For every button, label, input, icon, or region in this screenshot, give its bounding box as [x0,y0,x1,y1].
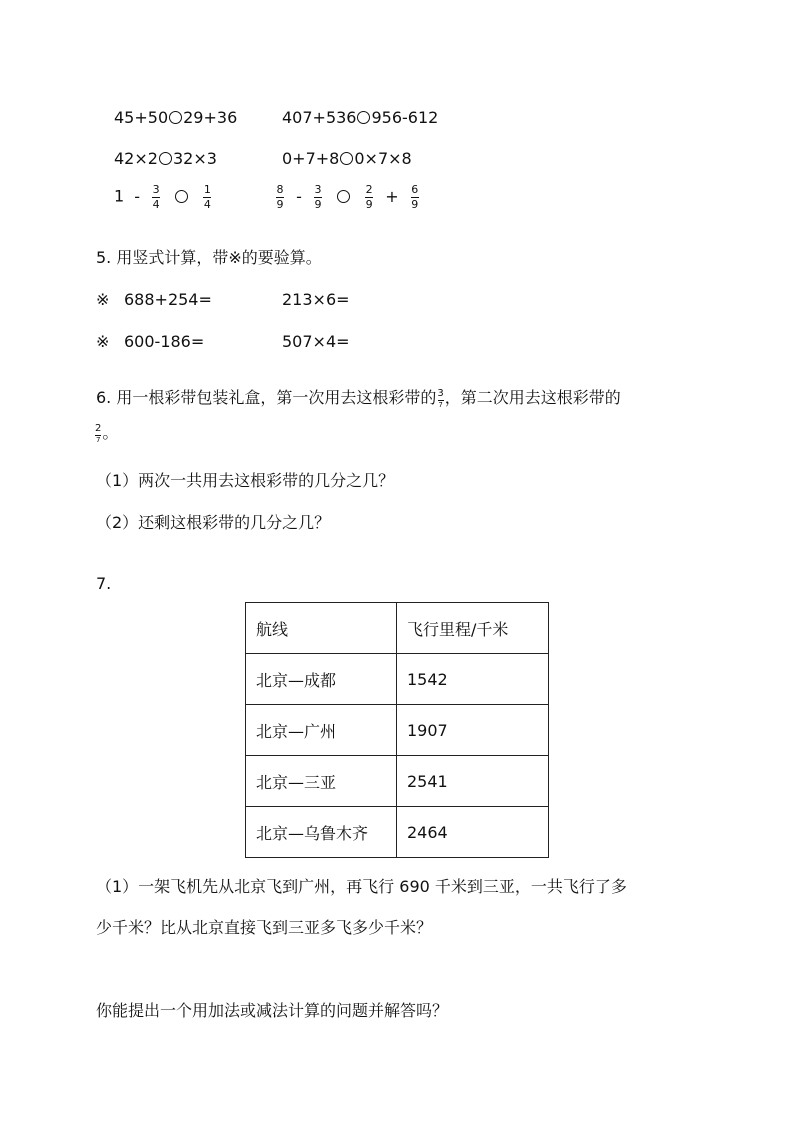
table-cell: 北京—广州 [246,705,397,756]
compare-circle[interactable] [340,152,353,165]
q7-label: 7. [96,574,112,593]
q5-item: 600-186= [124,332,205,351]
table-row [246,705,549,756]
compare-circle[interactable] [357,111,370,124]
compare-expr-2: 407+536 956-612 [282,108,439,127]
q6-sub2: （2）还剩这根彩带的几分之几？ [96,513,331,532]
table-row [246,807,549,858]
fraction: $\frac{3}{9}$ [314,183,322,211]
compare-expr-5: 1 - $\frac{3}{4}$ $\frac{1}{4}$ [114,183,211,211]
table-row [246,654,549,705]
compare-circle[interactable] [175,190,188,203]
table-cell: 北京—乌鲁木齐 [246,807,397,858]
compare-expr-4: 0+7+8 0×7×8 [282,149,412,168]
fraction: $\frac{2}{9}$ [365,183,373,211]
flight-table [245,602,549,858]
q5-item: 507×4= [282,332,350,351]
table-cell: 北京—三亚 [246,756,397,807]
q5-item: 688+254= [124,290,212,309]
q7-sub1-line1: （1）一架飞机先从北京飞到广州，再飞行 690 千米到三亚，一共飞行了多 [96,877,627,896]
q5-item: 213×6= [282,290,350,309]
table-header: 航线 [246,603,397,654]
table-row [246,756,549,807]
table-cell: 2464 [397,807,549,858]
fraction: $\frac{3}{7}$ [437,388,444,409]
table-header: 飞行里程/千米 [397,603,549,654]
compare-circle[interactable] [337,190,350,203]
q6-line1: 6. 用一根彩带包装礼盒，第一次用去这根彩带的 $\frac{3}{7}$ ，第二次用去这根彩带的 [96,388,621,409]
fraction: $\frac{1}{4}$ [203,183,211,211]
q5-title: 5. 用竖式计算，带※的要验算。 [96,248,322,267]
table-cell: 1542 [397,654,549,705]
fraction: $\frac{2}{7}$ [95,423,102,444]
table-cell: 2541 [397,756,549,807]
table-cell: 北京—成都 [246,654,397,705]
q6-line2: $\frac{2}{7}$ 。 [95,423,119,444]
fraction: $\frac{3}{4}$ [152,183,160,211]
q5-mark: ※ [96,332,110,351]
compare-circle[interactable] [159,152,172,165]
q5-mark: ※ [96,290,110,309]
table-header-row [246,603,549,654]
q6-sub1: （1）两次一共用去这根彩带的几分之几？ [96,471,395,490]
compare-expr-1: 45+50 29+36 [114,108,238,127]
compare-expr-6: $\frac{8}{9}$ - $\frac{3}{9}$ $\frac{2}{9}$ + $\frac{6}{9}$ [276,183,419,211]
q7-question: 你能提出一个用加法或减法计算的问题并解答吗？ [96,1001,449,1020]
compare-expr-3: 42×2 32×3 [114,149,217,168]
fraction: $\frac{6}{9}$ [411,183,419,211]
q7-sub1-line2: 少千米？比从北京直接飞到三亚多飞多少千米？ [96,918,433,937]
compare-circle[interactable] [169,111,182,124]
fraction: $\frac{8}{9}$ [276,183,284,211]
table-cell: 1907 [397,705,549,756]
